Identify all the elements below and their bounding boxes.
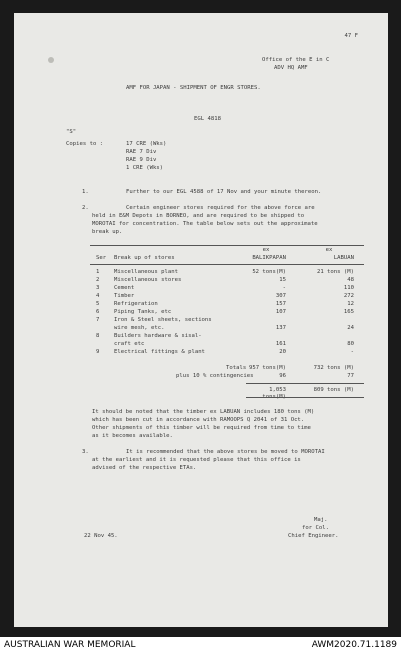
- para2-line: MOROTAI for concentration. The table below sets out the approximate: [92, 221, 318, 227]
- table-row: [76, 293, 376, 300]
- para2-line: held in E&M Depots in BORNEO, and are required to be shipped to: [92, 213, 305, 219]
- contingencies-labuan: 77: [347, 373, 354, 379]
- note-line: Other shipments of this timber will be required from time to time: [92, 425, 311, 431]
- row-ser: 1: [96, 269, 100, 275]
- row-labuan: 272: [343, 293, 354, 299]
- punch-hole: [48, 57, 54, 63]
- row-description: wire mesh, etc.: [114, 325, 165, 331]
- para3-number: 3.: [82, 449, 89, 455]
- header-ex-labuan: ex: [325, 247, 333, 253]
- copies-label: Copies to :: [66, 141, 104, 147]
- row-ser: 9: [96, 349, 100, 355]
- grand-total-balikpapan: 1,053 tons(M): [262, 387, 286, 400]
- note-line: which has been cut in accordance with RAMOOPS Q 2041 of 31 Oct.: [92, 417, 305, 423]
- para2-line: break up.: [92, 229, 123, 235]
- row-description: Miscellaneous plant: [114, 269, 178, 275]
- para2-line: Certain engineer stores required for the above force are: [126, 205, 315, 211]
- row-balikpapan: 20: [279, 349, 286, 355]
- totals-label: Totals: [226, 365, 247, 371]
- row-labuan: 48: [347, 277, 354, 283]
- row-description: Timber: [114, 293, 135, 299]
- row-balikpapan: 52 tons(M): [252, 269, 286, 275]
- row-balikpapan: 307: [275, 293, 286, 299]
- row-balikpapan: 137: [275, 325, 286, 331]
- footer-accession-number: AWM2020.71.1189: [311, 640, 397, 650]
- row-description: craft etc: [114, 341, 145, 347]
- copies-item: RAE 9 Div: [126, 157, 157, 163]
- row-balikpapan: 161: [275, 341, 286, 347]
- row-ser: 3: [96, 285, 100, 291]
- row-ser: 4: [96, 293, 100, 299]
- page-number: 47 F: [344, 33, 358, 39]
- footer-institution: AUSTRALIAN WAR MEMORIAL: [4, 640, 136, 650]
- totals-labuan: 732 tons (M): [313, 365, 354, 371]
- header-ser: Ser: [96, 255, 107, 261]
- table-row: [76, 277, 376, 284]
- table-row: [76, 325, 376, 332]
- row-description: Builders hardware & sisal-: [114, 333, 202, 339]
- document-date: 22 Nov 45.: [84, 533, 118, 539]
- grand-total-rule: [246, 397, 364, 398]
- row-balikpapan: 107: [275, 309, 286, 315]
- contingencies-label: plus 10 % contingencies: [176, 373, 254, 379]
- signature-line: Maj.: [314, 517, 328, 523]
- signature-line: for Col.: [302, 525, 329, 531]
- para3-line: at the earliest and it is requested please that this office is: [92, 457, 301, 463]
- totals-rule: [246, 383, 364, 384]
- totals-balikpapan: 957 tons(M): [248, 365, 286, 371]
- contingencies-balikpapan: 96: [279, 373, 286, 379]
- header-labuan: LABUAN: [333, 255, 354, 261]
- row-description: Refrigeration: [114, 301, 158, 307]
- row-ser: 7: [96, 317, 100, 323]
- totals-row: [76, 365, 376, 372]
- contingencies-row: [76, 373, 376, 380]
- row-description: Piping Tanks, etc: [114, 309, 172, 315]
- para1-number: 1.: [82, 189, 89, 195]
- table-row: [76, 285, 376, 292]
- table-row: [76, 301, 376, 308]
- table-row: [76, 349, 376, 356]
- table-row: [76, 269, 376, 276]
- grand-total-labuan: 809 tons (M): [313, 387, 354, 393]
- row-balikpapan: 157: [275, 301, 286, 307]
- grand-total-row: [76, 387, 376, 400]
- header-balikpapan: BALIKPAPAN: [252, 255, 286, 261]
- para2-number: 2.: [82, 205, 89, 211]
- signature-line: Chief Engineer.: [288, 533, 339, 539]
- row-ser: 6: [96, 309, 100, 315]
- header-breakup: Break up of stores: [114, 255, 175, 261]
- note-line: It should be noted that the timber ex LABUAN includes 180 tons (M): [92, 409, 315, 415]
- note-line: as it becomes available.: [92, 433, 173, 439]
- copies-mark: "S": [66, 129, 77, 135]
- office-line-1: Office of the E in C: [262, 57, 330, 63]
- row-balikpapan: -: [282, 285, 286, 291]
- table-header-rule: [90, 264, 364, 265]
- reference-number: EGL 4818: [194, 116, 221, 122]
- row-labuan: 80: [347, 341, 354, 347]
- table-row: [76, 317, 376, 324]
- copies-item: 17 CRE (Wks): [126, 141, 167, 147]
- row-description: Iron & Steel sheets, sections: [114, 317, 212, 323]
- copies-item: 1 CRE (Wks): [126, 165, 164, 171]
- row-labuan: 165: [343, 309, 354, 315]
- row-labuan: 12: [347, 301, 354, 307]
- row-description: Miscellaneous stores: [114, 277, 182, 283]
- table-row: [76, 341, 376, 348]
- para1-text: Further to our EGL 4588 of 17 Nov and your minute thereon.: [126, 189, 322, 195]
- table-row: [76, 333, 376, 340]
- row-labuan: 21 tons (M): [316, 269, 354, 275]
- office-line-2: ADV HQ AMF: [274, 65, 308, 71]
- archive-footer: [0, 637, 401, 653]
- copies-item: RAE 7 Div: [126, 149, 157, 155]
- table-header: [76, 255, 376, 262]
- row-balikpapan: 15: [279, 277, 286, 283]
- header-ex-balikpapan: ex: [262, 247, 270, 253]
- table-header-ex: [76, 247, 376, 254]
- row-ser: 8: [96, 333, 100, 339]
- row-labuan: 110: [343, 285, 354, 291]
- row-labuan: 24: [347, 325, 354, 331]
- row-description: Cement: [114, 285, 135, 291]
- row-ser: 5: [96, 301, 100, 307]
- table-row: [76, 309, 376, 316]
- subject-heading: AMF FOR JAPAN - SHIPMENT OF ENGR STORES.: [126, 85, 261, 91]
- table-top-rule: [90, 245, 364, 246]
- para3-line: advised of the respective ETAs.: [92, 465, 197, 471]
- row-ser: 2: [96, 277, 100, 283]
- document-page: [14, 13, 388, 627]
- para3-line: It is recommended that the above stores be moved to MOROTAI: [126, 449, 325, 455]
- row-labuan: -: [350, 349, 354, 355]
- row-description: Electrical fittings & plant: [114, 349, 205, 355]
